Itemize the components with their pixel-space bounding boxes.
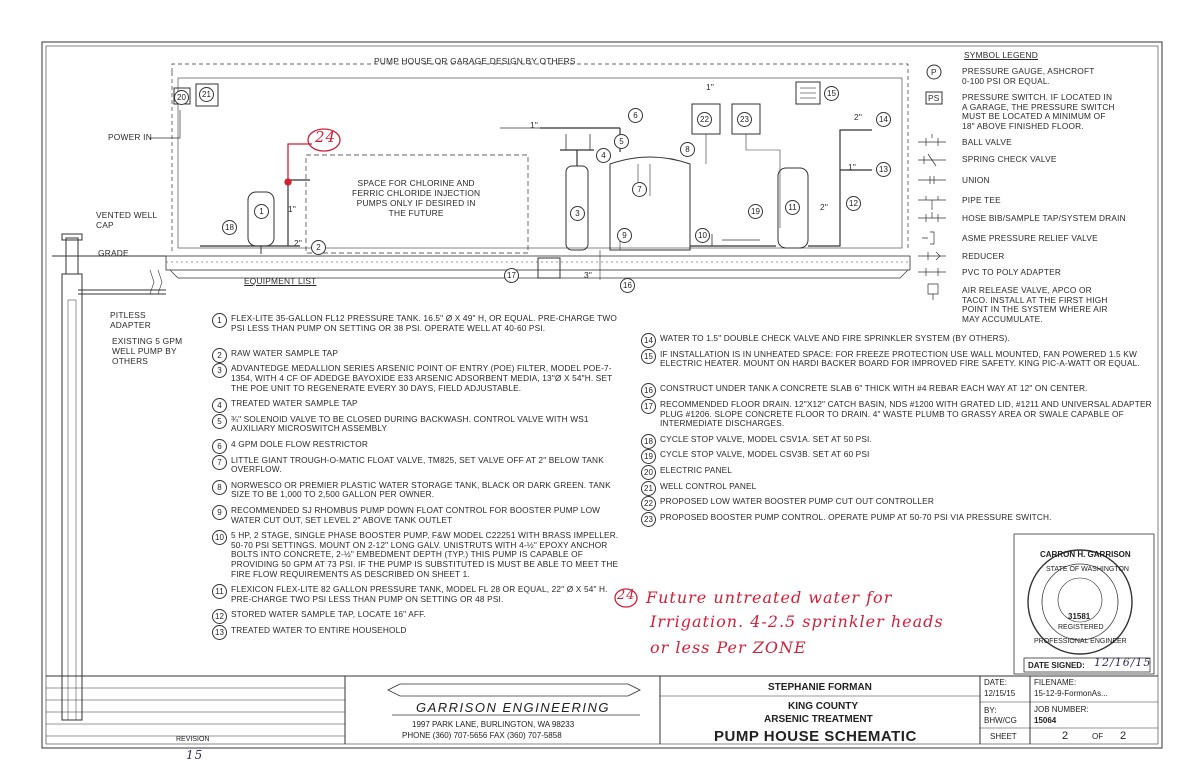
callout-18: 18 xyxy=(222,220,237,235)
legend-hose-bib: HOSE BIB/SAMPLE TAP/SYSTEM DRAIN xyxy=(962,213,1126,223)
callout-7: 7 xyxy=(632,182,647,197)
equipment-item-5: ¾" SOLENOID VALVE TO BE CLOSED DURING BACKWASH. CONTROL VALVE WITH WS1 AUXILIARY MICROSWITCH ASSEMBLY xyxy=(231,413,589,434)
grade-label: GRADE xyxy=(98,248,129,258)
equipment-item-13: TREATED WATER TO ENTIRE HOUSEHOLD xyxy=(231,625,407,635)
equipment-number-12: 12 xyxy=(212,609,227,624)
callout-6: 6 xyxy=(628,108,643,123)
legend-air-release-valve: AIR RELEASE VALVE, APCO OR TACO. INSTALL AT THE FIRST HIGH POINT IN THE SYSTEM WHERE AIR MAY ACCUMULATE. xyxy=(962,285,1108,324)
callout-23: 23 xyxy=(737,112,752,127)
equipment-item-17: RECOMMENDED FLOOR DRAIN. 12"X12" CATCH BASIN, NDS #1200 WITH GRATED LID, #1211 AND UNIVERSAL ADAPTER PLUG #1206. SLOPE CONCRETE FLOOR TO DRAIN. 4" WASTE PLUMB TO GRASSY AREA OR SWALE CAPABLE OF INTERMEDIATE DISCHARGES. xyxy=(660,399,1152,429)
equipment-item-6: 4 GPM DOLE FLOW RESTRICTOR xyxy=(231,439,368,449)
sheet-number: 2 xyxy=(1062,730,1069,742)
stamp-engineer-name: CARRON H. GARRISON xyxy=(1040,550,1131,559)
callout-19: 19 xyxy=(748,204,763,219)
legend-pressure-gauge: PRESSURE GAUGE, ASHCROFT 0-100 PSI OR EQUAL. xyxy=(962,66,1095,86)
filename-value: 15-12-9-FormonAs... xyxy=(1034,689,1108,698)
equipment-number-5: 5 xyxy=(212,414,227,429)
sheet-of-label: OF xyxy=(1092,732,1104,741)
handwritten-tag-24: 24 xyxy=(315,128,337,146)
sheet-label: SHEET xyxy=(990,732,1017,741)
callout-21: 21 xyxy=(199,87,214,102)
equipment-number-7: 7 xyxy=(212,455,227,470)
equipment-number-1: 1 xyxy=(212,313,227,328)
pump-house-note: PUMP HOUSE OR GARAGE DESIGN BY OTHERS xyxy=(374,56,576,66)
company-phone: PHONE (360) 707-5656 FAX (360) 707-5858 xyxy=(402,731,562,740)
stamp-number: 31581 xyxy=(1068,612,1091,621)
symbol-legend-heading: SYMBOL LEGEND xyxy=(964,50,1038,60)
vented-well-cap-label: VENTED WELL CAP xyxy=(96,210,158,230)
legend-spring-check-valve: SPRING CHECK VALVE xyxy=(962,154,1057,164)
equipment-number-4: 4 xyxy=(212,398,227,413)
callout-8: 8 xyxy=(680,142,695,157)
existing-pump-label: EXISTING 5 GPM WELL PUMP BY OTHERS xyxy=(112,336,183,366)
callout-1: 1 xyxy=(254,204,269,219)
by-value: BHW/CG xyxy=(984,716,1017,725)
callout-20: 20 xyxy=(174,90,189,105)
equipment-number-9: 9 xyxy=(212,505,227,520)
date-signed-value: 12/16/15 xyxy=(1094,656,1152,669)
callout-14: 14 xyxy=(876,112,891,127)
handwritten-note-line-3: or less Per ZONE xyxy=(650,638,807,657)
handwritten-note-line-2: Irrigation. 4-2.5 sprinkler heads xyxy=(650,612,944,631)
equipment-number-2: 2 xyxy=(212,348,227,363)
equipment-number-19: 19 xyxy=(641,449,656,464)
callout-17: 17 xyxy=(504,268,519,283)
job-number-label: JOB NUMBER: xyxy=(1034,705,1089,714)
equipment-item-4: TREATED WATER SAMPLE TAP xyxy=(231,398,358,409)
revision-label: REVISION xyxy=(176,736,210,743)
power-in-label: POWER IN xyxy=(108,132,152,142)
equipment-item-21: WELL CONTROL PANEL xyxy=(660,480,757,491)
dim-2in-c: 2" xyxy=(294,238,303,248)
equipment-number-8: 8 xyxy=(212,480,227,495)
equipment-item-12: STORED WATER SAMPLE TAP, LOCATE 16" AFF. xyxy=(231,609,426,620)
equipment-list-heading: EQUIPMENT LIST xyxy=(244,276,317,286)
company-address: 1997 PARK LANE, BURLINGTON, WA 98233 xyxy=(412,720,575,729)
drawing-title: PUMP HOUSE SCHEMATIC xyxy=(714,728,917,745)
equipment-number-16: 16 xyxy=(641,383,656,398)
equipment-item-22: PROPOSED LOW WATER BOOSTER PUMP CUT OUT CONTROLLER xyxy=(660,496,934,507)
equipment-item-9: RECOMMENDED SJ RHOMBUS PUMP DOWN FLOAT CONTROL FOR BOOSTER PUMP LOW WATER CUT OUT, SET LEVEL 2" ABOVE TANK OUTLET xyxy=(231,505,601,525)
equipment-number-21: 21 xyxy=(641,481,656,496)
dim-1in-c: 1" xyxy=(706,82,715,92)
dim-1in-a: 1" xyxy=(288,204,297,214)
date-label: DATE: xyxy=(984,678,1007,687)
stamp-registered: REGISTERED xyxy=(1058,624,1104,631)
county: KING COUNTY xyxy=(788,701,858,712)
equipment-number-3: 3 xyxy=(212,363,227,378)
equipment-item-2: RAW WATER SAMPLE TAP xyxy=(231,347,339,358)
dim-1in-b: 1" xyxy=(530,120,539,130)
equipment-number-14: 14 xyxy=(641,333,656,348)
equipment-number-15: 15 xyxy=(641,349,656,364)
by-label: BY: xyxy=(984,706,997,715)
date-signed-label: DATE SIGNED: xyxy=(1028,661,1085,670)
equipment-number-10: 10 xyxy=(212,530,227,545)
equipment-item-7: LITTLE GIANT TROUGH-O-MATIC FLOAT VALVE, TM825, SET VALVE OFF AT 2" BELOW TANK OVERFLOW. xyxy=(231,454,604,475)
callout-2: 2 xyxy=(311,240,326,255)
dim-1in-d: 1" xyxy=(848,162,857,172)
equipment-number-17: 17 xyxy=(641,399,656,414)
legend-symbol-ps: PS xyxy=(928,93,940,103)
equipment-item-23: PROPOSED BOOSTER PUMP CONTROL. OPERATE PUMP AT 50-70 PSI VIA PRESSURE SWITCH. xyxy=(660,511,1052,522)
equipment-number-6: 6 xyxy=(212,439,227,454)
callout-10: 10 xyxy=(695,228,710,243)
callout-22: 22 xyxy=(697,112,712,127)
job-number-value: 15064 xyxy=(1034,716,1057,725)
equipment-number-18: 18 xyxy=(641,434,656,449)
callout-9: 9 xyxy=(617,228,632,243)
equipment-item-14: WATER TO 1.5" DOUBLE CHECK VALVE AND FIRE SPRINKLER SYSTEM (BY OTHERS). xyxy=(660,333,1010,343)
legend-pipe-tee: PIPE TEE xyxy=(962,195,1001,205)
chlorine-space-note: SPACE FOR CHLORINE AND FERRIC CHLORIDE INJECTION PUMPS ONLY IF DESIRED IN THE FUTURE xyxy=(352,178,481,218)
callout-13: 13 xyxy=(876,162,891,177)
dim-2in-b: 2" xyxy=(820,202,829,212)
handwritten-note-tag-24: 24 xyxy=(617,588,636,603)
callout-4: 4 xyxy=(596,148,611,163)
sheet-total: 2 xyxy=(1120,730,1127,742)
callout-12: 12 xyxy=(846,196,861,211)
pitless-adapter-label: PITLESS ADAPTER xyxy=(110,310,151,330)
callout-11: 11 xyxy=(785,200,800,215)
legend-pressure-switch: PRESSURE SWITCH. IF LOCATED IN A GARAGE, THE PRESSURE SWITCH MUST BE LOCATED A MINIMUM OF 18" ABOVE FINISHED FLOOR. xyxy=(962,92,1115,131)
equipment-item-19: CYCLE STOP VALVE, MODEL CSV3B. SET AT 60 PSI xyxy=(660,449,870,460)
equipment-item-16: CONSTRUCT UNDER TANK A CONCRETE SLAB 6" THICK WITH #4 REBAR EACH WAY AT 12" ON CENTER. xyxy=(660,383,1088,394)
equipment-number-23: 23 xyxy=(641,512,656,527)
equipment-item-15: IF INSTALLATION IS IN UNHEATED SPACE: FOR FREEZE PROTECTION USE WALL MOUNTED, FAN POWERED 1.5 KW ELECTRIC HEATER. MOUNT ON HARDI BACKER BOARD FOR IMPROVED FIRE SAFETY. KING PIC-A-WATT OR EQUAL. xyxy=(660,348,1140,369)
legend-relief-valve: ASME PRESSURE RELIEF VALVE xyxy=(962,233,1098,243)
callout-3: 3 xyxy=(570,206,585,221)
equipment-item-1: FLEX-LITE 35-GALLON FL12 PRESSURE TANK. 16.5" Ø X 49" H, OR EQUAL. PRE-CHARGE TWO PSI LESS THAN PUMP ON SETTING OR 38 PSI. OPERATE WELL AT 40-60 PSI. xyxy=(231,313,617,333)
company-name: GARRISON ENGINEERING xyxy=(416,700,610,715)
filename-label: FILENAME: xyxy=(1034,678,1077,687)
equipment-item-20: ELECTRIC PANEL xyxy=(660,465,733,475)
legend-ball-valve: BALL VALVE xyxy=(962,137,1012,147)
dim-3in: 3" xyxy=(584,270,593,280)
project-name: ARSENIC TREATMENT xyxy=(764,714,873,725)
callout-5: 5 xyxy=(614,134,629,149)
callout-15: 15 xyxy=(824,86,839,101)
equipment-number-13: 13 xyxy=(212,625,227,640)
stamp-professional: PROFESSIONAL ENGINEER xyxy=(1034,638,1127,645)
legend-symbol-p: P xyxy=(931,67,937,77)
equipment-item-18: CYCLE STOP VALVE, MODEL CSV1A. SET AT 50 PSI. xyxy=(660,433,872,444)
equipment-number-22: 22 xyxy=(641,496,656,511)
client-name: STEPHANIE FORMAN xyxy=(768,682,872,693)
equipment-item-8: NORWESCO OR PREMIER PLASTIC WATER STORAGE TANK, BLACK OR DARK GREEN. TANK SIZE TO BE 1,000 TO 2,500 GALLON PER OWNER. xyxy=(231,479,611,500)
legend-pvc-poly-adapter: PVC TO POLY ADAPTER xyxy=(962,267,1062,277)
callout-16: 16 xyxy=(620,278,635,293)
equipment-item-11: FLEXICON FLEX-LITE 82 GALLON PRESSURE TANK, MODEL FL 28 OR EQUAL, 22" Ø X 54" H. PRE-CHARGE TWO PSI LESS THAN PUMP ON SETTING OR 48 PSI. xyxy=(231,584,608,604)
legend-union: UNION xyxy=(962,175,990,185)
dim-2in-a: 2" xyxy=(854,112,863,122)
revision-handwritten: 15 xyxy=(186,748,204,762)
equipment-item-10: 5 HP, 2 STAGE, SINGLE PHASE BOOSTER PUMP, F&W MODEL C22251 WITH BRASS IMPELLER. 50-70 PSI SETTINGS. MOUNT ON 2-12" LONG GALV. UNISTRUTS WITH 4-½" EPOXY ANCHOR BOLTS INTO CONCRETE, 2-½" EMBEDMENT DEPTH (TYP.) THIS PUMP IS CAPABLE OF PROVIDING 50 GPM AT 73 PSI. IF THE PUMP IS SUBSTITUTED IS MUST BE ABLE TO MEET THE FIRE FLOW REQUIREMENTS AS DESCRIBED ON SHEET 1. xyxy=(231,530,619,579)
equipment-item-3: ADVANTEDGE MEDALLION SERIES ARSENIC POINT OF ENTRY (POE) FILTER, MODEL POE-7-1354, WITH 4 CF OF ADEDGE BAYOXIDE E33 ARSENIC ADSORBENT MEDIA, 13"Ø X 54"H. SET THE POE UNIT TO REGENERATE EVERY 30 DAYS, FIELD ADJUSTABLE. xyxy=(231,363,613,393)
legend-reducer: REDUCER xyxy=(962,251,1005,261)
stamp-state: STATE OF WASHINGTON xyxy=(1046,566,1129,573)
equipment-number-11: 11 xyxy=(212,584,227,599)
equipment-number-20: 20 xyxy=(641,465,656,480)
date-value: 12/15/15 xyxy=(984,689,1016,698)
handwritten-note-line-1: Future untreated water for xyxy=(646,588,893,607)
